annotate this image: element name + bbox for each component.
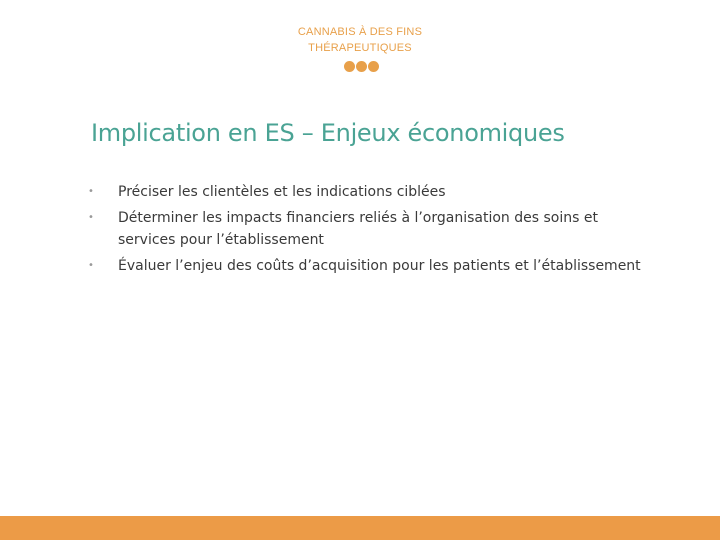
bullet-list	[88, 181, 648, 281]
bullet-icon: •	[88, 186, 94, 197]
bullet-text: Préciser les clientèles et les indications ciblées	[118, 184, 446, 200]
bullet-text: Déterminer les impacts financiers reliés à l’organisation des soins et services pour l’établissement	[118, 210, 598, 248]
footer-bar	[0, 516, 720, 540]
bullet-item	[88, 207, 648, 251]
bullet-text: Évaluer l’enjeu des coûts d’acquisition pour les patients et l’établissement	[118, 258, 641, 274]
dot-icon	[344, 61, 355, 72]
slide-title: Implication en ES – Enjeux économiques	[91, 119, 565, 147]
bullet-item	[88, 255, 648, 277]
header-line-1: CANNABIS À DES FINS	[297, 26, 423, 38]
bullet-item	[88, 181, 648, 203]
three-dots-icon	[344, 61, 384, 73]
dot-icon	[368, 61, 379, 72]
bullet-icon: •	[88, 212, 94, 223]
dot-icon	[356, 61, 367, 72]
bullet-icon: •	[88, 260, 94, 271]
header-line-2: THÉRAPEUTIQUES	[308, 42, 412, 54]
